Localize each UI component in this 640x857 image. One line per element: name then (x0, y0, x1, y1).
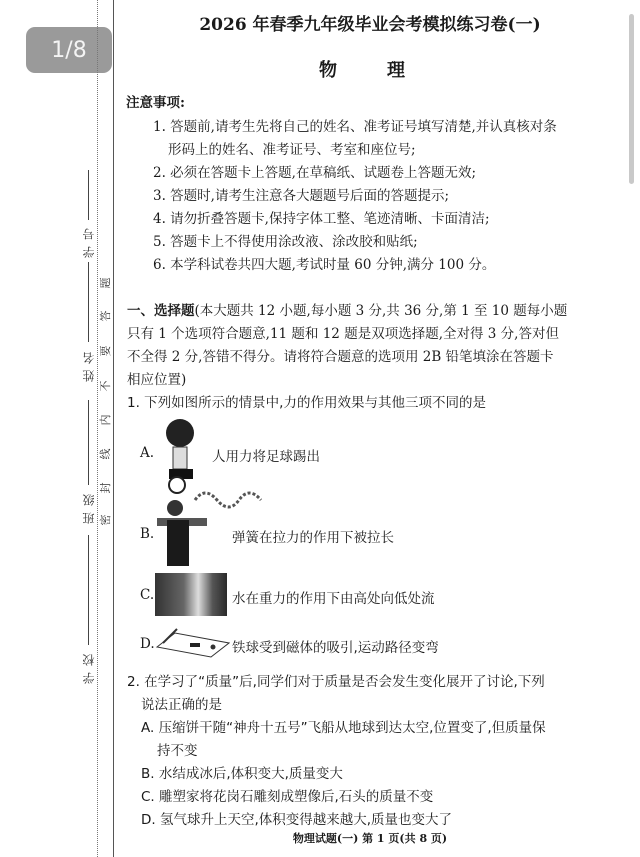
section-heading: 一、选择题 (127, 303, 195, 319)
waterfall-image (155, 573, 227, 616)
notice-item: 5. 答题卡上不得使用涂改液、涂改胶和贴纸; (153, 234, 418, 250)
field-underline (88, 262, 89, 342)
q2-option-a: A. 压缩饼干随“神舟十五号”飞船从地球到达太空,位置变了,但质量保 (141, 720, 546, 736)
option-label: B. (140, 526, 155, 542)
exam-title: 2026 年春季九年级毕业会考模拟练习卷(一) (199, 15, 541, 35)
notice-item: 3. 答题时,请考生注意各大题题号后面的答题提示; (153, 188, 450, 204)
field-underline (88, 535, 89, 645)
q2-option-d: D. 氢气球升上天空,体积变得越来越大,质量也变大了 (141, 812, 453, 828)
notice-item: 2. 必须在答题卡上答题,在草稿纸、试题卷上答题无效; (153, 165, 477, 181)
option-text: 弹簧在拉力的作用下被拉长 (232, 530, 394, 546)
question-1-stem: 1. 下列如图所示的情景中,力的作用效果与其他三项不同的是 (127, 395, 486, 411)
margin-line (113, 0, 114, 857)
scrollbar[interactable] (629, 14, 634, 184)
section-intro-line: 只有 1 个选项符合题意,11 题和 12 题是双项选择题,全对得 3 分,答对但 (127, 326, 559, 342)
option-text: 铁球受到磁体的吸引,运动路径变弯 (232, 640, 439, 656)
magnet-track-image (155, 625, 230, 661)
seal-char: 要 (99, 345, 112, 357)
q2-option-b: B. 水结成冰后,体积变大,质量变大 (141, 766, 343, 782)
notice-item: 6. 本学科试卷共四大题,考试时量 60 分钟,满分 100 分。 (153, 257, 496, 273)
q2-option-a-cont: 持不变 (157, 743, 198, 759)
field-underline (88, 170, 89, 220)
question-2-stem: 2. 在学习了“质量”后,同学们对于质量是否会发生变化展开了讨论,下列 (127, 674, 545, 690)
section-intro-line: 一、选择题(本大题共 12 小题,每小题 3 分,共 36 分,第 1 至 10 题每小题 (127, 303, 568, 319)
section-intro-line: 相应位置) (127, 372, 187, 388)
section-intro-line: 不全得 2 分,答错不得分。请将符合题意的选项用 2B 铅笔填涂在答题卡 (127, 349, 554, 365)
seal-char: 封 (99, 482, 112, 494)
spring-stretch-image (155, 480, 265, 566)
binding-dotted-line (97, 0, 98, 857)
field-student-id: 学号 (82, 222, 96, 258)
q2-option-c: C. 雕塑家将花岗石雕刻成塑像后,石头的质量不变 (141, 789, 434, 805)
field-school: 学校 (82, 648, 96, 684)
seal-char: 内 (99, 414, 112, 426)
seal-char: 线 (99, 448, 112, 460)
field-class: 班级 (82, 488, 96, 524)
option-text: 人用力将足球踢出 (212, 449, 320, 465)
notice-item: 形码上的姓名、准考证号、考室和座位号; (168, 142, 416, 158)
field-underline (88, 400, 89, 485)
notice-item: 4. 请勿折叠答题卡,保持字体工整、笔迹清晰、卡面清洁; (153, 211, 490, 227)
notice-item: 1. 答题前,请考生先将自己的姓名、准考证号填写清楚,并认真核对条 (153, 119, 557, 135)
seal-char: 密 (99, 514, 112, 526)
page-footer: 物理试题(一) 第 1 页(共 8 页) (292, 832, 448, 845)
option-label: D. (140, 636, 155, 652)
notice-heading: 注意事项: (126, 95, 185, 111)
seal-char: 答 (99, 310, 112, 322)
question-2-stem: 说法正确的是 (141, 697, 222, 713)
field-name: 姓名 (82, 346, 96, 382)
page-indicator: 1/8 (26, 27, 112, 73)
seal-char: 题 (99, 277, 112, 289)
option-text: 水在重力的作用下由高处向低处流 (232, 591, 435, 607)
exam-subject: 物 理 (319, 60, 421, 81)
option-label: A. (140, 445, 155, 461)
option-label: C. (140, 587, 155, 603)
seal-char: 不 (99, 380, 112, 392)
